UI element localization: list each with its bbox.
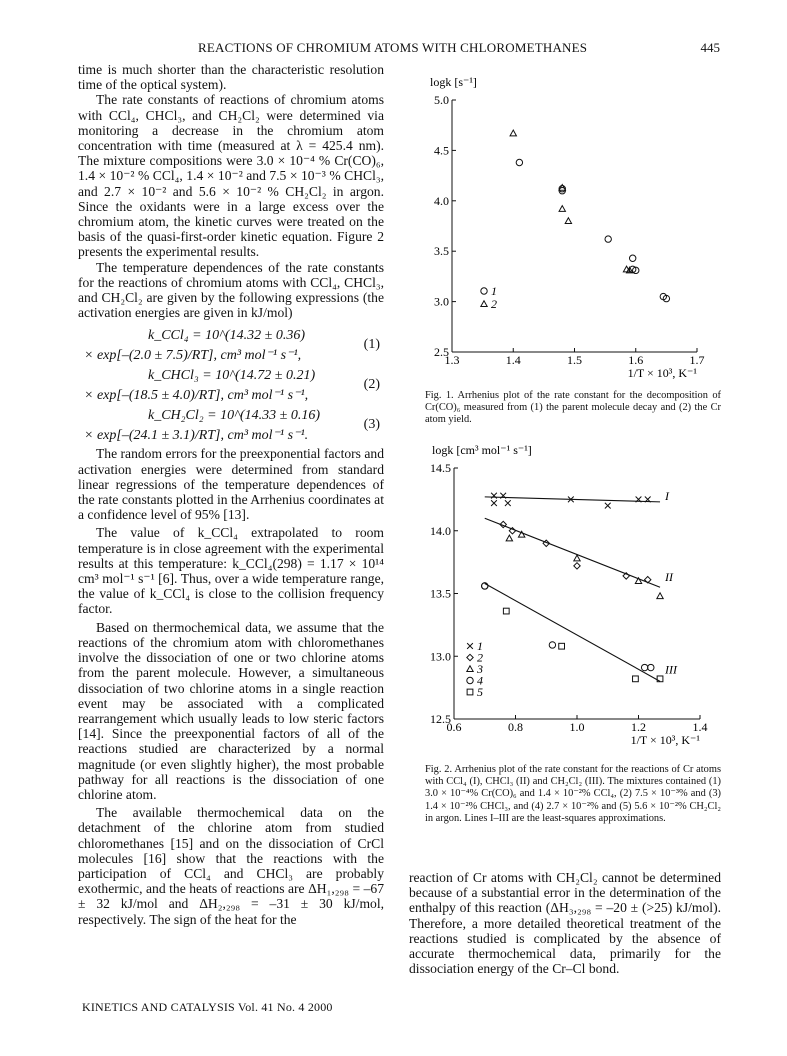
fit-line-III	[485, 583, 660, 681]
figure-1-plot	[412, 72, 722, 390]
page-number: 445	[700, 40, 720, 55]
y-tick-label: 5.0	[434, 93, 449, 107]
data-point-series-1	[605, 236, 611, 242]
paragraph: reaction of Cr atoms with CH₂Cl₂ cannot be determined because of a substantial error in the determination of the enthalpy of this reaction (ΔH₃,₂₉₈ = –20 ± (>25) kJ/mol). Therefore, a more detailed theoretical treatment of the reactions studied is complicated by the absence of accurate thermochemical data, primarily for the dissociation energy of the Cr–Cl bond.	[409, 870, 721, 977]
x-tick-label: 1.5	[567, 353, 582, 367]
y-tick-label: 4.0	[434, 193, 449, 208]
equation-3-line-2: × exp[–(24.1 ± 3.1)/RT], cm³ mol⁻¹ s⁻¹.	[84, 428, 309, 444]
y-tick-label: 3.0	[434, 294, 449, 309]
left-column	[78, 62, 384, 927]
paragraph: The temperature dependences of the rate constants for the reactions of chromium atoms with CCl₄, CHCl₃, and CH₂Cl₂ are given by the following expressions (the activation energies are given in kJ/mol)	[78, 259, 384, 321]
equation-2-number: (2)	[363, 377, 380, 393]
fit-line-label: I	[665, 488, 670, 503]
x-tick-label: 1.2	[631, 720, 646, 734]
legend-marker-1	[481, 288, 487, 294]
y-tick-label: 13.0	[430, 649, 451, 664]
x-tick-label: 1.0	[569, 720, 585, 734]
legend-marker-4	[467, 677, 473, 683]
equation-3-line-1: k_CH₂Cl₂ = 10^(14.33 ± 0.16)	[148, 408, 320, 424]
data-point-series-3	[506, 535, 512, 541]
legend-label-2: 2	[477, 650, 483, 665]
legend-label-3: 3	[477, 662, 483, 676]
x-tick-label: 1.6	[628, 353, 644, 367]
equation-1-line-1: k_CCl₄ = 10^(14.32 ± 0.36)	[148, 328, 306, 344]
y-axis-label: logk [cm³ mol⁻¹ s⁻¹]	[432, 444, 532, 457]
x-tick-label: 0.8	[508, 720, 523, 734]
y-tick-label: 13.5	[430, 586, 451, 601]
equation-3	[78, 406, 384, 446]
x-axis-label: 1/T × 10³, K⁻¹	[627, 366, 697, 380]
data-point-series-3	[635, 578, 641, 584]
data-point-series-4	[648, 664, 654, 670]
equation-1-number: (1)	[363, 337, 380, 353]
paragraph: time is much shorter than the characteristic resolution time of the optical system).	[78, 62, 384, 93]
paragraph: The available thermochemical data on the detachment of the chlorine atom from studied chloromethanes [15] and on the dissociation of CrCl molecules [16] show that the reactions with the participation of CCl₄ and CHCl₃ are probably exothermic, and the heats of reactions are ΔH₁,₂₉₈ = –67 ± 32 kJ/mol and ΔH₂,₂₉₈ = –31 ± 30 kJ/mol, respectively. The sign of the heat for the	[78, 805, 384, 927]
data-point-series-1	[629, 255, 635, 261]
legend-marker-2	[467, 654, 473, 660]
x-tick-label: 1.7	[689, 353, 705, 367]
running-footer: KINETICS AND CATALYSIS Vol. 41 No. 4 2000	[82, 1000, 333, 1014]
data-point-series-2	[510, 130, 516, 136]
data-point-series-1	[605, 503, 611, 509]
legend-label-4: 4	[477, 673, 483, 688]
x-tick-label: 1.4	[505, 353, 521, 367]
data-point-series-1	[505, 500, 511, 506]
paragraph: The value of k_CCl₄ extrapolated to room temperature is in close agreement with the experimental results at this temperature: k_CCl₄(298) = 1.17 × 10¹⁴ cm³ mol⁻¹ s⁻¹ [6]. Thus, over a wide temperature range, the value of k_CCl₄ is close to the collision frequency factor.	[78, 525, 384, 617]
legend-marker-3	[467, 666, 473, 672]
figure-2-caption: Fig. 2. Arrhenius plot of the rate constant for the reactions of Cr atoms with CCl₄ (I), CHCl₃ (II) and CH₂Cl₂ (III). The mixtures contained (1) 3.0 × 10⁻⁴% Cr(CO)₆ and 1.4 × 10⁻²% CCl₄, (2) 7.5 × 10⁻³% and (3) 1.4 × 10⁻²% CHCl₃, and (4) 2.7 × 10⁻²% and (5) 5.6 × 10⁻²% CH₂Cl₂ in argon. Lines I–III are the least-squares approximations.	[425, 764, 721, 824]
data-point-series-1	[516, 159, 522, 165]
data-point-series-5	[633, 676, 639, 682]
y-tick-label: 3.5	[434, 244, 449, 259]
data-point-series-5	[559, 643, 565, 649]
data-point-series-3	[574, 555, 580, 561]
data-point-series-1	[491, 500, 497, 506]
data-point-series-5	[503, 608, 509, 614]
equation-2	[78, 366, 384, 406]
y-tick-label: 12.5	[430, 712, 451, 726]
legend-label-1: 1	[491, 284, 497, 298]
equation-2-line-2: × exp[–(18.5 ± 4.0)/RT], cm³ mol⁻¹ s⁻¹,	[84, 388, 309, 404]
data-point-series-3	[657, 593, 663, 599]
legend-marker-5	[467, 689, 473, 695]
figure-2-plot	[412, 444, 722, 748]
y-tick-label: 14.5	[430, 461, 451, 475]
fit-line-label: II	[665, 570, 674, 585]
x-tick-label: 0.6	[446, 720, 462, 734]
data-point-series-2	[559, 206, 565, 212]
data-point-series-4	[549, 642, 555, 648]
equation-3-number: (3)	[363, 417, 380, 433]
x-tick-label: 1.3	[444, 353, 460, 367]
data-point-series-4	[641, 664, 647, 670]
legend-label-2: 2	[491, 297, 497, 311]
paragraph: Based on thermochemical data, we assume that the reactions of the chromium atom with chloromethanes involve the dissociation of one or two chlorine atoms from the parent molecule. However, a simultaneous dissociation of two chlorine atoms in a single reaction event may be associated with a complicated rearrangement which usually leads to low steric factors [14]. Since the preexponential factors of all of the reactions studied are characterized by a normal magnitude (or even slightly higher), the most probable pathway for all reactions is the dissociation of one chlorine atom.	[78, 619, 384, 802]
equation-1-line-2: × exp[–(2.0 ± 7.5)/RT], cm³ mol⁻¹ s⁻¹,	[84, 348, 302, 364]
paragraph: The random errors for the preexponential factors and activation energies were determined from standard linear regressions of the temperature dependences of the rate constants plotted in the Arrhenius coordinates at a confidence level of 95% [13].	[78, 446, 384, 523]
x-tick-label: 1.4	[692, 720, 708, 734]
right-column	[409, 870, 721, 976]
x-axis-label: 1/T × 10³, K⁻¹	[630, 733, 700, 747]
paragraph: The rate constants of reactions of chromium atoms with CCl₄, CHCl₃, and CH₂Cl₂ were determined via monitoring a decrease in the chromium atom concentration with time (measured at λ = 425.4 nm). The mixture compositions were 3.0 × 10⁻⁴ % Cr(CO)₆, 1.4 × 10⁻² % CCl₄, 1.4 × 10⁻² and 7.5 × 10⁻³ % CHCl₃, and 2.7 × 10⁻² and 5.6 × 10⁻² % CH₂Cl₂ in argon. Since the oxidants were in a large excess over the chromium atom, the kinetic curves were treated on the basis of the quasi-first-order kinetic equation. Figure 2 presents the experimental results.	[78, 92, 384, 260]
y-tick-label: 4.5	[434, 143, 449, 158]
y-tick-label: 2.5	[434, 345, 449, 359]
legend-marker-2	[481, 301, 487, 307]
legend-label-5: 5	[477, 685, 483, 699]
equation-2-line-1: k_CHCl₃ = 10^(14.72 ± 0.21)	[148, 368, 316, 384]
data-point-series-2	[565, 218, 571, 224]
equation-1	[78, 326, 384, 366]
y-axis-label: logk [s⁻¹]	[430, 75, 477, 89]
legend-label-1: 1	[477, 639, 483, 653]
data-point-series-2	[574, 563, 580, 569]
header-title: REACTIONS OF CHROMIUM ATOMS WITH CHLOROMETHANES	[198, 40, 588, 55]
figure-1-caption: Fig. 1. Arrhenius plot of the rate constant for the decomposition of Cr(CO)₆ measured from (1) the parent molecule decay and (2) the Cr atom yield.	[425, 390, 721, 426]
y-tick-label: 14.0	[430, 523, 451, 538]
legend-marker-1	[467, 643, 473, 649]
fit-line-label: III	[665, 662, 678, 677]
